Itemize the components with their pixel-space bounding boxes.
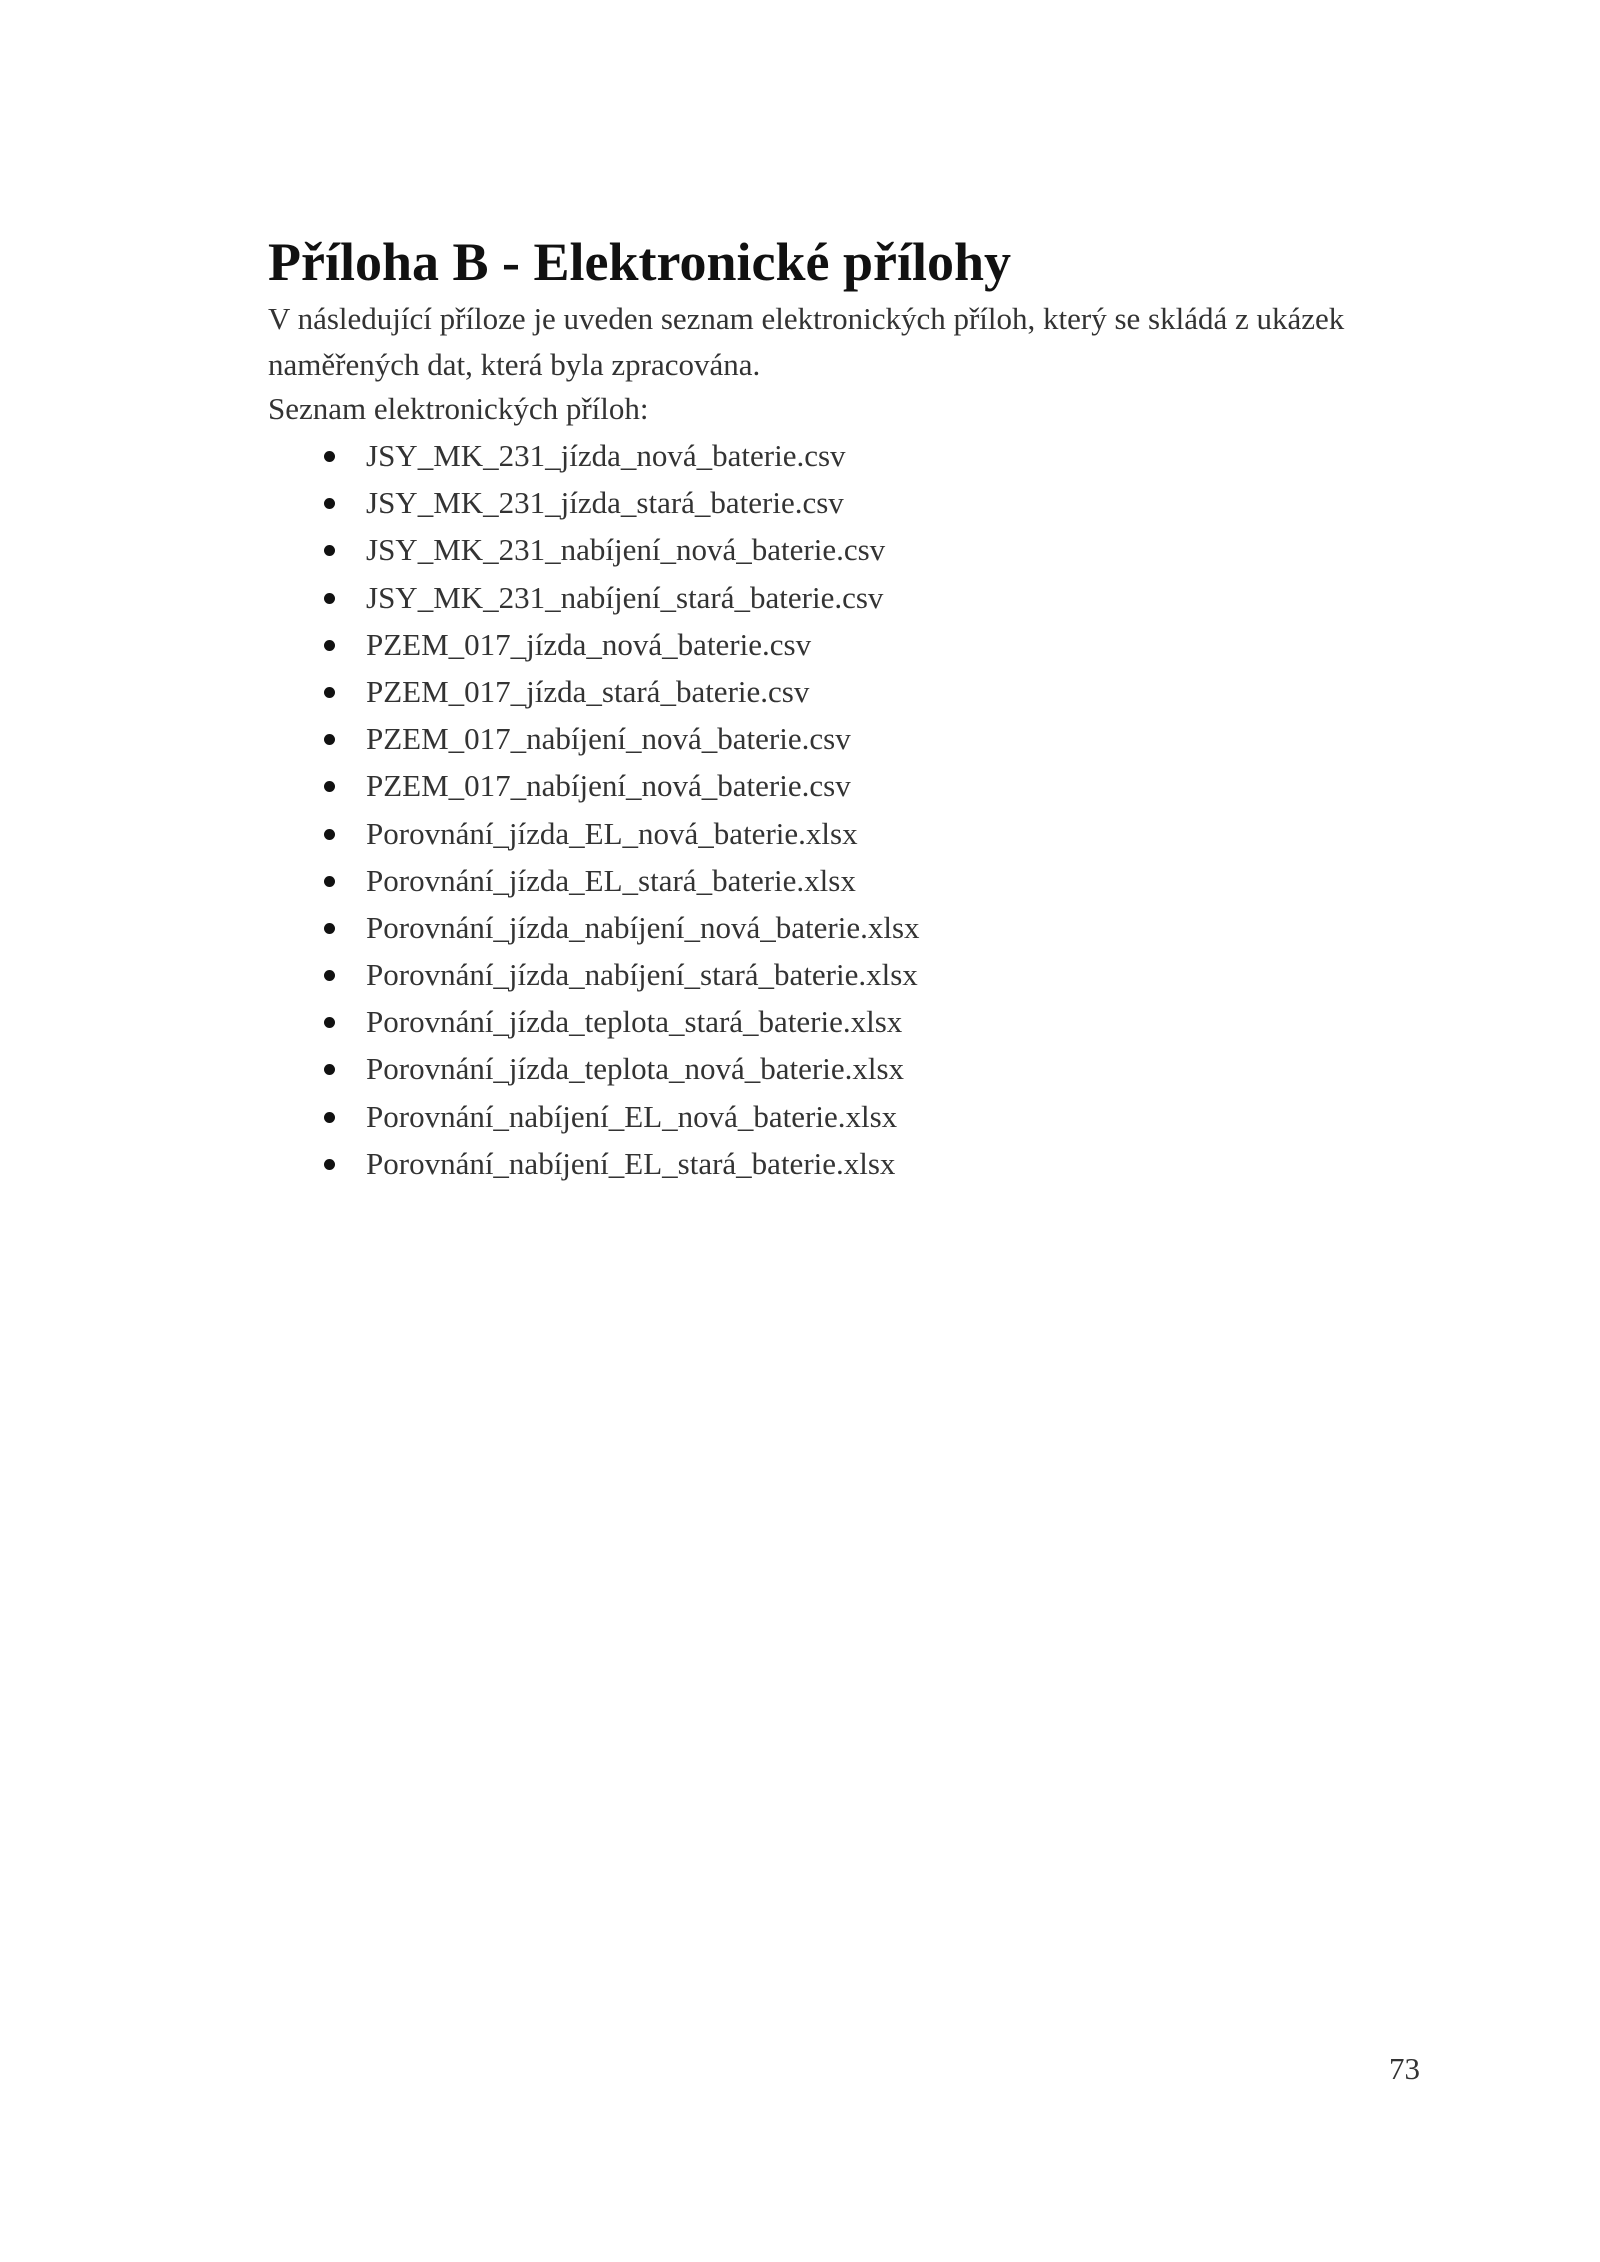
bullet-icon	[324, 1112, 335, 1123]
attachment-filename: Porovnání_nabíjení_EL_nová_baterie.xlsx	[366, 1098, 898, 1134]
bullet-icon	[324, 734, 335, 745]
attachment-filename: PZEM_017_nabíjení_nová_baterie.csv	[366, 768, 851, 804]
bullet-icon	[324, 923, 335, 934]
bullet-icon	[324, 829, 335, 840]
attachment-filename: PZEM_017_jízda_stará_baterie.csv	[366, 673, 810, 709]
bullet-icon	[324, 781, 335, 792]
attachment-filename: Porovnání_nabíjení_EL_stará_baterie.xlsx	[366, 1145, 896, 1181]
appendix-heading: Příloha B - Elektronické přílohy	[268, 232, 1012, 292]
bullet-icon	[324, 970, 335, 981]
attachment-filename: Porovnání_jízda_EL_nová_baterie.xlsx	[366, 815, 858, 851]
attachment-filename: Porovnání_jízda_nabíjení_nová_baterie.xlsx	[366, 909, 920, 945]
bullet-icon	[324, 1159, 335, 1170]
bullet-icon	[324, 593, 335, 604]
attachment-filename: Porovnání_jízda_EL_stará_baterie.xlsx	[366, 862, 856, 898]
bullet-icon	[324, 1017, 335, 1028]
attachment-filename: PZEM_017_nabíjení_nová_baterie.csv	[366, 721, 851, 757]
bullet-icon	[324, 876, 335, 887]
attachment-filename: JSY_MK_231_jízda_stará_baterie.csv	[366, 485, 844, 521]
attachment-filename: JSY_MK_231_jízda_nová_baterie.csv	[366, 438, 846, 473]
bullet-icon	[324, 545, 335, 556]
bullet-icon	[324, 1064, 335, 1075]
attachment-filename: PZEM_017_jízda_nová_baterie.csv	[366, 626, 812, 662]
attachment-filename: Porovnání_jízda_nabíjení_stará_baterie.xlsx	[366, 957, 918, 993]
attachment-filename: JSY_MK_231_nabíjení_stará_baterie.csv	[366, 579, 884, 615]
attachment-filename: Porovnání_jízda_teplota_nová_baterie.xlsx	[366, 1051, 905, 1087]
attachment-filename: JSY_MK_231_nabíjení_nová_baterie.csv	[366, 532, 886, 568]
attachment-filename: Porovnání_jízda_teplota_stará_baterie.xlsx	[366, 1004, 903, 1040]
bullet-icon	[324, 640, 335, 651]
page-number: 73	[1389, 2051, 1420, 2086]
bullet-icon	[324, 498, 335, 509]
intro-paragraph: V následující příloze je uveden seznam elektronických příloh, který se skládá z ukázek naměřených dat, která byla zpracována.	[268, 301, 1345, 382]
attachment-list-label: Seznam elektronických příloh:	[268, 391, 649, 426]
bullet-icon	[324, 451, 335, 462]
bullet-icon	[324, 687, 335, 698]
